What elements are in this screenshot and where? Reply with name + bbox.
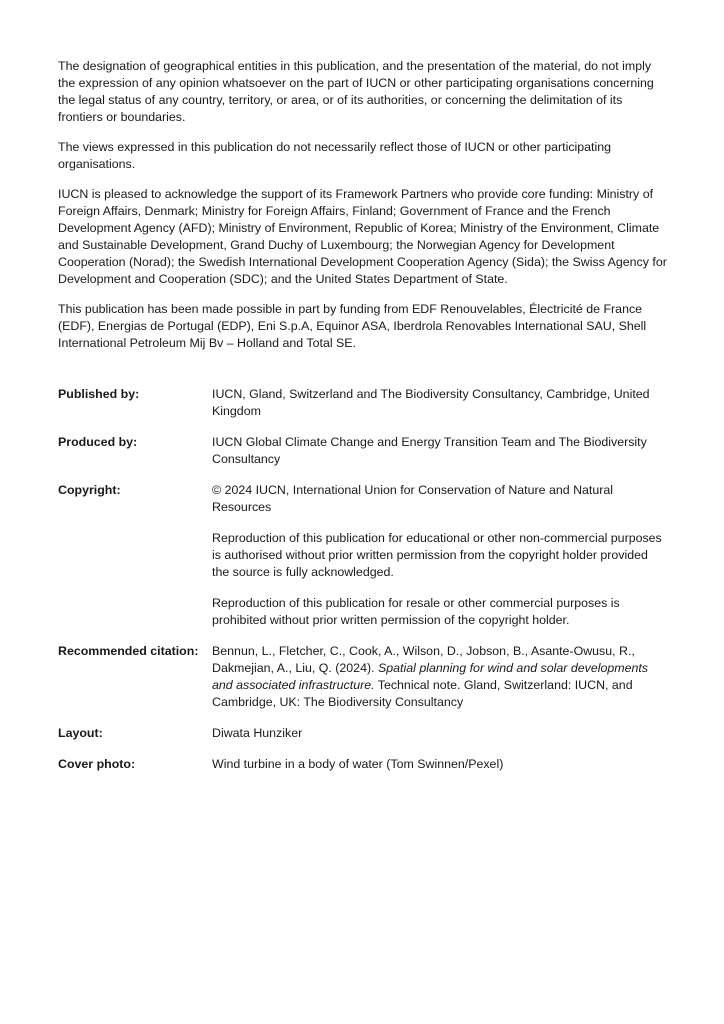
citation-value xyxy=(212,643,668,711)
layout-label: Layout: xyxy=(58,726,103,740)
published-by-row xyxy=(58,386,668,420)
noncommercial-reproduction-notice: Reproduction of this publication for educational or other non-commercial purposes is authorised without prior written permission from the copyright holder provided the source is fully acknowledged. xyxy=(212,531,662,579)
copyright-row xyxy=(58,482,668,629)
produced-by-value: IUCN Global Climate Change and Energy Transition Team and The Biodiversity Consultancy xyxy=(212,435,647,466)
acknowledgement-paragraph: IUCN is pleased to acknowledge the support of its Framework Partners who provide core funding: Ministry of Foreign Affairs, Denmark; Ministry for Foreign Affairs, Finland; Government of France and the French Development Agency (AFD); Ministry of Environment, Republic of Korea; Ministry of the Environment, Climate and Sustainable Development, Grand Duchy of Luxembourg; the Norwegian Agency for Development Cooperation (Norad); the Swedish International Development Cooperation Agency (Sida); the Swiss Agency for Development and Cooperation (SDC); and the United States Department of State. xyxy=(58,187,667,286)
published-by-value: IUCN, Gland, Switzerland and The Biodiversity Consultancy, Cambridge, United Kingdom xyxy=(212,387,650,418)
cover-photo-value: Wind turbine in a body of water (Tom Swinnen/Pexel) xyxy=(212,757,504,771)
views-paragraph: The views expressed in this publication do not necessarily reflect those of IUCN or other participating organisations. xyxy=(58,140,612,171)
document-page xyxy=(58,58,668,787)
published-by-label: Published by: xyxy=(58,387,140,401)
citation-title: Spatial planning for wind and solar developments and associated infrastructure. xyxy=(212,661,648,692)
layout-value: Diwata Hunziker xyxy=(212,726,303,740)
layout-row xyxy=(58,725,668,742)
citation-row xyxy=(58,643,668,711)
copyright-value xyxy=(212,482,668,629)
citation-label: Recommended citation: xyxy=(58,644,199,658)
disclaimer-section xyxy=(58,58,668,352)
produced-by-label: Produced by: xyxy=(58,435,138,449)
copyright-label: Copyright: xyxy=(58,483,121,497)
citation-publisher: Technical note. Gland, Switzerland: IUCN, and Cambridge, UK: The Biodiversity Consultancy xyxy=(212,678,633,709)
produced-by-row xyxy=(58,434,668,468)
citation-authors: Bennun, L., Fletcher, C., Cook, A., Wilson, D., Jobson, B., Asante-Owusu, R., Dakmejian, A., Liu, Q. (2024). xyxy=(212,644,635,675)
funding-paragraph: This publication has been made possible in part by funding from EDF Renouvelables, Électricité de France (EDF), Energias de Portugal (EDP), Eni S.p.A, Equinor ASA, Iberdrola Renovables International SAU, Shell International Petroleum Mij Bv – Holland and Total SE. xyxy=(58,302,647,350)
cover-photo-label: Cover photo: xyxy=(58,757,136,771)
disclaimer-paragraph: The designation of geographical entities in this publication, and the presentation of the material, do not imply the expression of any opinion whatsoever on the part of IUCN or other participating organisations concerning the legal status of any country, territory, or area, or of its authorities, or concerning the delimitation of its frontiers or boundaries. xyxy=(58,59,654,124)
commercial-reproduction-notice: Reproduction of this publication for resale or other commercial purposes is prohibited without prior written permission of the copyright holder. xyxy=(212,596,620,627)
publication-details xyxy=(58,386,668,773)
cover-photo-row xyxy=(58,756,668,773)
copyright-holder: © 2024 IUCN, International Union for Conservation of Nature and Natural Resources xyxy=(212,483,614,514)
